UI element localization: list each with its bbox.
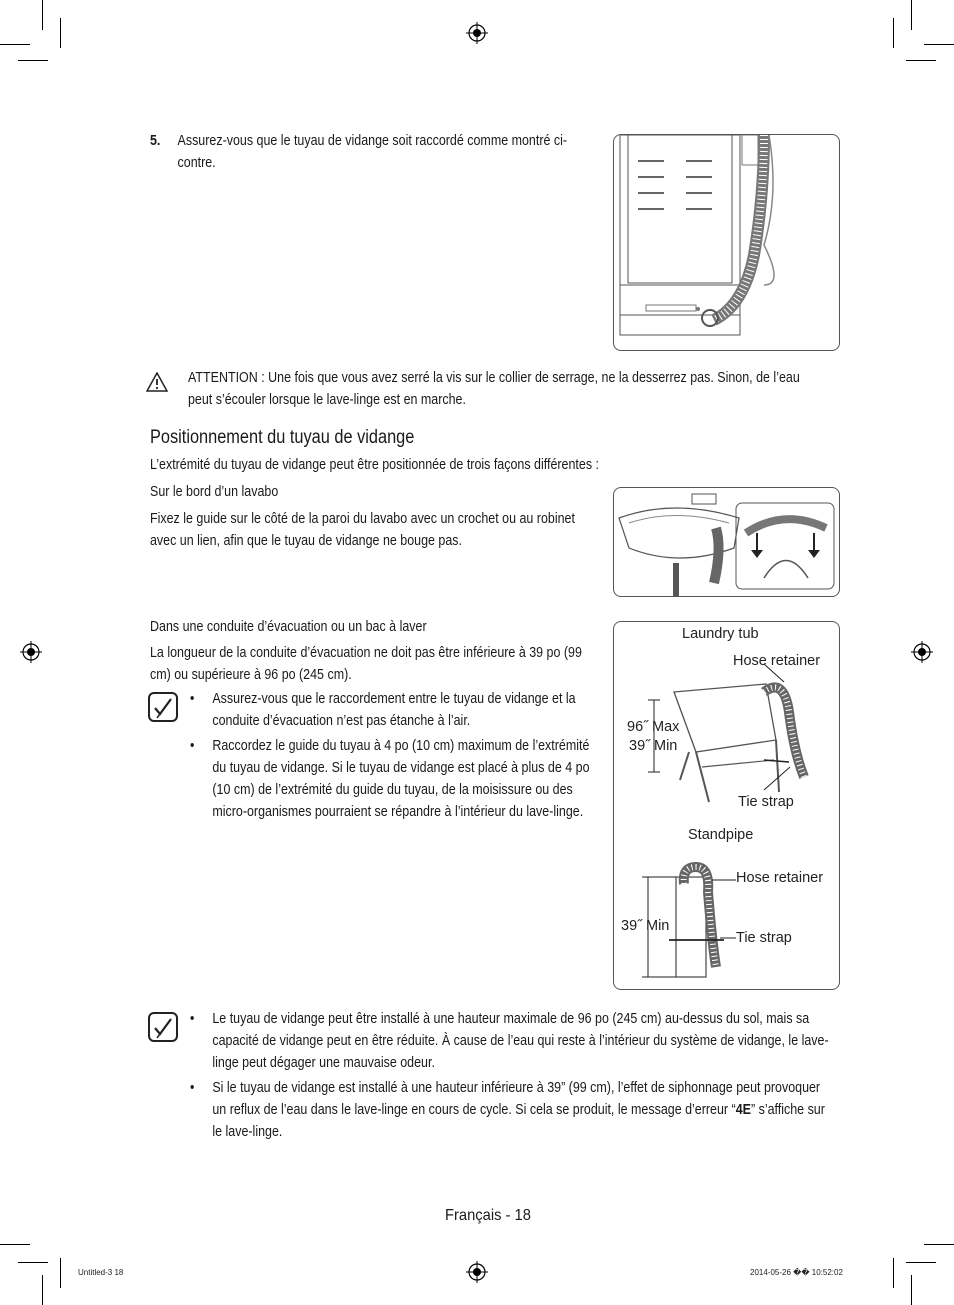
sink-figure bbox=[613, 487, 840, 597]
crop-mark bbox=[0, 44, 30, 45]
crop-mark bbox=[18, 1262, 48, 1263]
crop-mark bbox=[60, 18, 61, 48]
section-intro: L’extrémité du tuyau de vidange peut être positionnée de trois façons différentes : bbox=[150, 457, 599, 473]
standpipe-text: La longueur de la conduite d’évacuation ne doit pas être inférieure à 39 po (99 cm) ou supérieure à 96 po (245 cm). bbox=[150, 645, 582, 683]
sink-title: Sur le bord d’un lavabo bbox=[150, 484, 279, 500]
bullet: • bbox=[190, 738, 195, 754]
bullet-text: Le tuyau de vidange peut être installé à une hauteur maximale de 96 po (245 cm) au-dessus du sol, mais sa capacité de vidange peut en être réduite. À cause de l’eau qui reste à l’intérieur du système de vidange, le lave-linge peut dégager une mauvaise odeur. bbox=[212, 1011, 829, 1071]
crop-mark bbox=[906, 60, 936, 61]
washer-hose-figure bbox=[613, 134, 840, 351]
sink-text: Fixez le guide sur le côté de la paroi du lavabo avec un crochet ou au robinet avec un lien, afin que le tuyau de vidange ne bouge pas. bbox=[150, 511, 575, 549]
bullet-text: Raccordez le guide du tuyau à 4 po (10 cm) maximum de l’extrémité du tuyau de vidange. Si le tuyau de vidange est placé à plus de 4 po (10 cm) de l’extrémité du guide du tuyau, de la moisissure ou des micro-organismes pourraient se répandre à l’intérieur du lave-linge. bbox=[212, 738, 590, 820]
crop-mark bbox=[911, 1275, 912, 1305]
bullet: • bbox=[190, 1011, 195, 1027]
hose-retainer-label: Hose retainer bbox=[733, 653, 821, 669]
drain-diagram bbox=[613, 621, 840, 990]
list-item bbox=[190, 688, 594, 732]
attention-label: ATTENTION bbox=[188, 370, 258, 386]
note-pencil-icon bbox=[148, 692, 178, 722]
tie-strap-label: Tie strap bbox=[738, 794, 794, 810]
crop-mark bbox=[924, 44, 954, 45]
bullet-text-part: ” s’affiche sur le lave-linge. bbox=[212, 1102, 825, 1140]
attention-note bbox=[188, 367, 816, 411]
crop-mark bbox=[924, 1244, 954, 1245]
max-height-label: 96˝ Max bbox=[627, 719, 680, 735]
attention-text: : Une fois que vous avez serré la vis sur le collier de serrage, ne la desserrez pas. Sinon, de l’eau peut s’écouler lorsque le lave-linge est en marche. bbox=[188, 370, 800, 408]
crop-mark bbox=[0, 1244, 30, 1245]
bullet: • bbox=[190, 1080, 195, 1096]
min-height-label: 39˝ Min bbox=[629, 738, 678, 754]
crop-mark bbox=[893, 1258, 894, 1288]
crop-mark bbox=[42, 1275, 43, 1305]
crop-mark bbox=[906, 1262, 936, 1263]
step-number: 5. bbox=[150, 133, 161, 149]
list-item bbox=[190, 1008, 831, 1074]
page-number: Français - 18 bbox=[445, 1207, 531, 1224]
bullet-text bbox=[212, 1077, 830, 1143]
min-height-label: 39˝ Min bbox=[621, 918, 670, 934]
registration-mark-icon bbox=[911, 641, 933, 663]
registration-mark-icon bbox=[466, 22, 488, 44]
bullet-text-part: Si le tuyau de vidange est installé à une hauteur inférieure à 39” (99 cm), l’effet de siphonnage peut provoquer un reflux de l’eau dans le lave-linge en cours de cycle. Si cela se produit, le message d’erreur “ bbox=[212, 1080, 821, 1118]
washer-back-illustration bbox=[614, 135, 839, 350]
registration-mark-icon bbox=[20, 641, 42, 663]
tie-strap-label: Tie strap bbox=[736, 930, 792, 946]
warning-triangle-icon bbox=[146, 372, 168, 392]
crop-mark bbox=[18, 60, 48, 61]
bullet-text: Assurez-vous que le raccordement entre le tuyau de vidange et la conduite d’évacuation n’est pas étanche à l’air. bbox=[212, 691, 576, 729]
crop-mark bbox=[60, 1258, 61, 1288]
error-code: 4E bbox=[735, 1102, 751, 1118]
bullet: • bbox=[190, 691, 195, 707]
crop-mark bbox=[911, 0, 912, 30]
step-text: Assurez-vous que le tuyau de vidange soit raccordé comme montré ci-contre. bbox=[177, 133, 568, 171]
standpipe-bullets bbox=[190, 688, 594, 823]
print-date: 2014-05-26 �� 10:52:02 bbox=[750, 1268, 843, 1277]
crop-mark bbox=[42, 0, 43, 30]
section-title: Positionnement du tuyau de vidange bbox=[150, 427, 415, 448]
sink-illustration bbox=[614, 488, 839, 596]
list-item bbox=[190, 735, 594, 823]
file-name: Untitled-3 18 bbox=[78, 1268, 124, 1277]
list-item bbox=[190, 1077, 831, 1143]
registration-mark-icon bbox=[466, 1261, 488, 1283]
note-pencil-icon bbox=[148, 1012, 178, 1042]
bottom-notes bbox=[190, 1008, 831, 1143]
hose-retainer-label: Hose retainer bbox=[736, 870, 824, 886]
standpipe-title: Dans une conduite d’évacuation ou un bac à laver bbox=[150, 619, 427, 635]
crop-mark bbox=[893, 18, 894, 48]
laundry-tub-label: Laundry tub bbox=[682, 626, 759, 642]
step-5 bbox=[150, 130, 580, 174]
standpipe-label: Standpipe bbox=[688, 827, 754, 843]
